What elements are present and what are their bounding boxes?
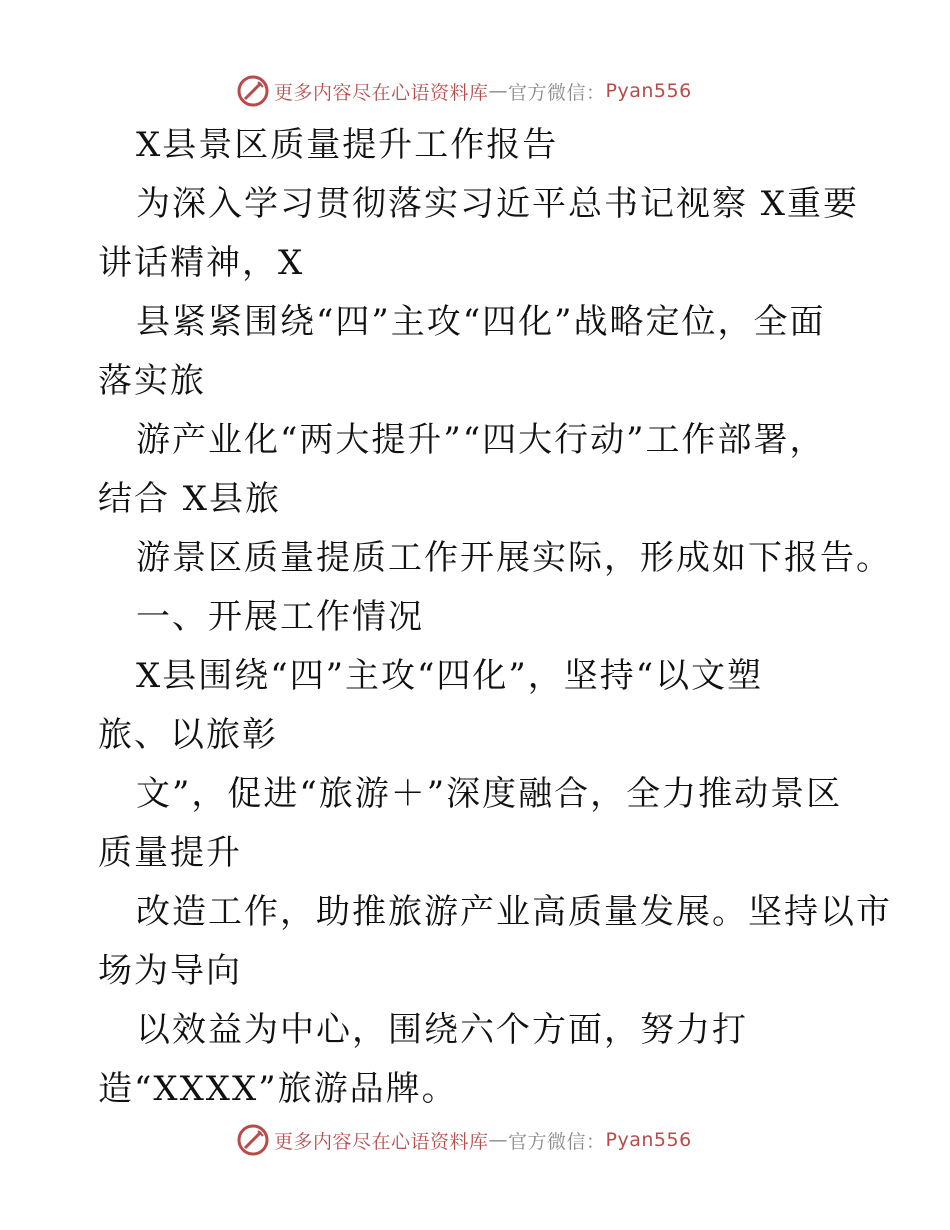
document-line: X县围绕“四”主攻“四化”，坚持“以文塑: [136, 656, 764, 696]
document-line: 质量提升: [98, 833, 242, 873]
document-line: 旅、以旅彰: [98, 715, 278, 755]
document-line: 场为导向: [98, 951, 242, 991]
watermark-main: 更多内容尽在心语资料库: [274, 1130, 489, 1153]
document-line: 文”，促进“旅游＋”深度融合，全力推动景区: [136, 774, 843, 814]
watermark-wechat: 官方微信：: [508, 1130, 606, 1153]
document-line: X县景区质量提升工作报告: [136, 125, 559, 165]
document-line: 造“XXXX”旅游品牌。: [98, 1069, 458, 1109]
pen-logo-icon: [236, 1123, 270, 1157]
document-body: [98, 116, 892, 1119]
document-line: 结合 X县旅: [98, 479, 282, 519]
watermark-main: 更多内容尽在心语资料库: [274, 81, 489, 104]
document-line: 游产业化“两大提升”“四大行动”工作部署，: [136, 420, 826, 460]
document-line: 以效益为中心，围绕六个方面，努力打: [136, 1010, 748, 1050]
watermark-id: Pyan556: [605, 1129, 692, 1151]
watermark-footer: [236, 1123, 692, 1157]
watermark-id: Pyan556: [605, 80, 692, 102]
watermark-dash: —: [488, 1129, 509, 1151]
document-line: 县紧紧围绕“四”主攻“四化”战略定位，全面: [136, 302, 826, 342]
watermark-wechat: 官方微信：: [508, 81, 606, 104]
document-line: 落实旅: [98, 361, 206, 401]
document-line: 讲话精神，X: [98, 243, 305, 283]
watermark-header: [236, 74, 692, 108]
document-line: 一、开展工作情况: [136, 597, 424, 637]
pen-logo-icon: [236, 74, 270, 108]
watermark-dash: —: [488, 80, 509, 102]
document-line: 游景区质量提质工作开展实际，形成如下报告。: [136, 538, 892, 578]
document-line: 改造工作，助推旅游产业高质量发展。坚持以市: [136, 892, 892, 932]
document-line: 为深入学习贯彻落实习近平总书记视察 X重要: [136, 184, 860, 224]
